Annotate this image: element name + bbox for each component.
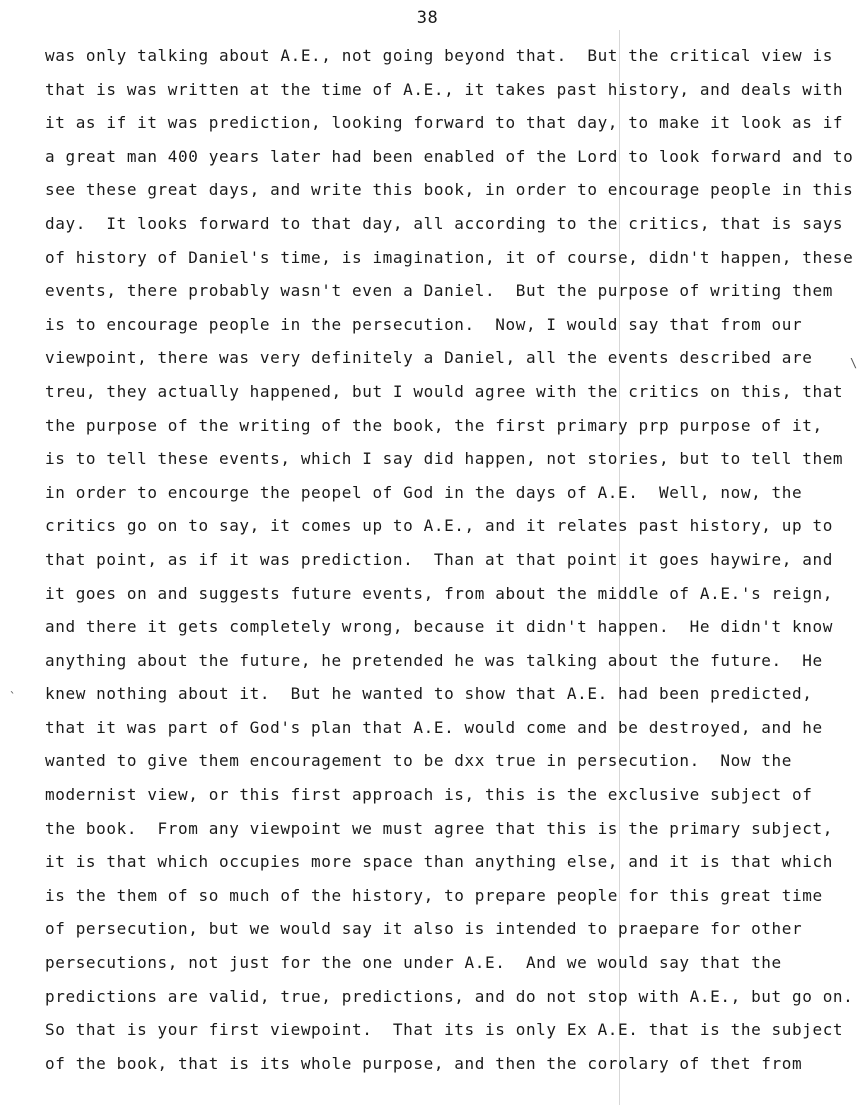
text-line: is to encourage people in the persecution. Now, I would say that from our <box>45 314 803 334</box>
body-text <box>45 46 854 1087</box>
text-line: wanted to give them encouragement to be dxx true in persecution. Now the <box>45 751 792 771</box>
text-line: it is that which occupies more space than anything else, and it is that which <box>45 852 833 872</box>
text-line: of history of Daniel's time, is imagination, it of course, didn't happen, these <box>45 247 854 267</box>
page-number: 38 <box>416 8 439 28</box>
margin-mark: ` <box>9 690 17 704</box>
text-line: the book. From any viewpoint we must agree that this is the primary subject, <box>45 818 833 838</box>
text-line: persecutions, not just for the one under A.E. And we would say that the <box>45 953 782 973</box>
text-line: treu, they actually happened, but I would agree with the critics on this, that <box>45 381 844 401</box>
text-line: is to tell these events, which I say did happen, not stories, but to tell them <box>45 449 844 469</box>
text-line: day. It looks forward to that day, all according to the critics, that is says <box>45 213 844 233</box>
text-line: So that is your first viewpoint. That its is only Ex A.E. that is the subject <box>45 1020 844 1040</box>
text-line: knew nothing about it. But he wanted to show that A.E. had been predicted, <box>45 684 813 704</box>
text-line: viewpoint, there was very definitely a Daniel, all the events described are <box>45 348 813 368</box>
text-line: and there it gets completely wrong, because it didn't happen. He didn't know <box>45 617 833 637</box>
margin-mark: \ <box>850 356 857 370</box>
text-line: that it was part of God's plan that A.E. would come and be destroyed, and he <box>45 717 823 737</box>
text-line: anything about the future, he pretended he was talking about the future. He <box>45 650 823 670</box>
text-line: that point, as if it was prediction. Than at that point it goes haywire, and <box>45 549 833 569</box>
text-line: was only talking about A.E., not going beyond that. But the critical view is <box>45 46 833 65</box>
text-line: the purpose of the writing of the book, the first primary prp purpose of it, <box>45 415 823 435</box>
text-line: a great man 400 years later had been enabled of the Lord to look forward and to <box>45 146 854 166</box>
text-line: critics go on to say, it comes up to A.E., and it relates past history, up to <box>45 516 833 536</box>
text-line: of the book, that is its whole purpose, and then the corolary of thet from <box>45 1053 803 1073</box>
text-line: it as if it was prediction, looking forward to that day, to make it look as if <box>45 113 844 133</box>
text-line: events, there probably wasn't even a Daniel. But the purpose of writing them <box>45 281 833 301</box>
text-line: is the them of so much of the history, to prepare people for this great time <box>45 885 823 905</box>
text-line: predictions are valid, true, predictions, and do not stop with A.E., but go on. <box>45 986 854 1006</box>
text-line: see these great days, and write this book, in order to encourage people in this <box>45 180 854 200</box>
text-line: of persecution, but we would say it also is intended to praepare for other <box>45 919 803 939</box>
text-line: it goes on and suggests future events, from about the middle of A.E.'s reign, <box>45 583 833 603</box>
text-line: that is was written at the time of A.E., it takes past history, and deals with <box>45 79 844 99</box>
text-line: in order to encourge the peopel of God in the days of A.E. Well, now, the <box>45 482 803 502</box>
text-line: modernist view, or this first approach is, this is the exclusive subject of <box>45 785 813 805</box>
